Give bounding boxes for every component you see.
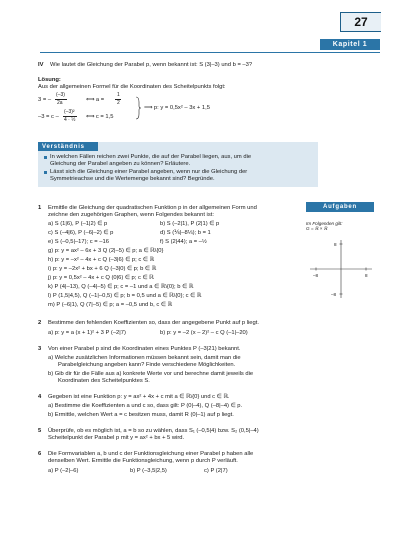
task1-item: a) S (1|6), P (–1|2) ∈ p [48,221,108,227]
loesung-text: Aus der allgemeinen Formel für die Koordinaten des Scheitelpunkts folgt: [38,84,226,90]
task1-number: 1 [38,205,42,211]
task3-number: 3 [38,346,42,352]
task5-line2: Scheitelpunkt der Parabel p mit y = ax² + bx + 5 wird. [48,435,185,441]
coordinate-axes [306,238,376,300]
task6-a: a) P (–2|–6) [48,468,79,474]
task2-a: a) p: y = a (x + 1)² + 3 P (–2|7) [48,330,126,336]
task1-item: m) P (–6|1), Q (7|–5) ∈ p; a = –0,5 und b, c ∈ ℝ [48,302,173,308]
task1-item: g) p: y = ax² – 6x + 3 Q (2|–5) ∈ p; a ∈ ℝ\{0} [48,248,164,254]
task4-number: 4 [38,394,42,400]
task1-item: c) S (–4|6), P (–6|–2) ∈ p [48,230,114,236]
eq1-res-den: 2 [117,100,120,106]
task1-item: h) p: y = –x² – 4x + c Q (–3|6) ∈ p; c ∈ ℝ [48,257,155,263]
eq2-right: ⟺ c = 1,5 [86,114,114,120]
task1-item-right: b) S (–2|1), P (2|1) ∈ p [160,221,220,227]
task1-item: l) P (1,5|4,5), Q (–1|–0,5) ∈ p; b = 0,5 und a ∈ ℝ\{0}; c ∈ ℝ [48,293,202,299]
task2-b: b) p: y = –2 (x – 2)² – c Q (–1|–20) [160,330,248,336]
header-rule [40,52,380,53]
task-iv-question: Wie lautet die Gleichung der Parabel p, wenn bekannt ist: S (3|–3) und b = –3? [50,62,253,68]
task2-text: Bestimme den fehlenden Koeffizienten so, dass der angegebene Punkt auf p liegt. [48,320,259,326]
ver-item2-line1: Lässt sich die Gleichung einer Parabel angeben, wenn nur die Gleichung der [50,169,248,175]
task6-line1: Die Formvariablen a, b und c der Funktionsgleichung einer Parabel p haben alle [48,451,254,457]
eq2-frac-num: (–3)² [64,109,75,115]
task1-item: i) p: y = –2x² + bx + 6 Q (–3|0) ∈ p; b ∈ ℝ [48,266,157,272]
task1-item: k) P (4|–13), Q (–4|–5) ∈ p; c = –1 und a ∈ ℝ\{0}; b ∈ ℝ [48,284,194,290]
eq1-res-num: 1 [117,92,120,98]
task2-number: 2 [38,320,42,326]
eq2-left: –3 = c – [38,114,59,120]
ver-item1-line2: Gleichung der Parabel angeben zu können? Erläutere. [50,161,191,167]
task1-item-right: f) S (2|44); a = –½ [160,239,207,245]
task3-a-line2: Parabelgleichung angeben kann? Finde verschiedene Möglichkeiten. [58,362,236,368]
bullet-square-icon [44,156,47,159]
bullet-square-icon [44,171,47,174]
eq1-frac-den: 2a [57,100,63,106]
hint-line1: Im Folgenden gilt: [306,221,343,226]
task1-item-right: d) S (⅙|–8⅓); b = 1 [160,230,211,236]
eq2-frac-den: 4 · ½ [64,117,76,123]
graph-tick-y8: 8 [334,242,337,247]
task6-line2: denselben Wert. Ermittle die Funktionsgleichung, wenn p durch P verläuft. [48,458,238,464]
task5-number: 5 [38,428,42,434]
task6-c: c) P (2|7) [204,468,228,474]
verstaendnis-heading: Verständnis [38,142,98,151]
task4-text: Gegeben ist eine Funktion p: y = ax² + 4x + c mit a ∈ ℝ\{0} und c ∈ ℝ. [48,394,230,400]
task4-a: a) Bestimme die Koeffizienten a und c so, dass gilt: P (0|–4), Q (–8|–4) ∈ p. [48,403,243,409]
eq-result: ⟹ p: y = 0,5x² – 3x + 1,5 [144,105,210,111]
task1-item: j) p: y = 0,5x² – 4x + c Q (0|6) ∈ p; c ∈ ℝ [48,275,154,281]
task1-intro-line2: zeichne den zugehörigen Graphen, wenn Folgendes bekannt ist: [48,212,214,218]
aufgaben-heading: Aufgaben [306,202,374,212]
task6-b: b) P (–3,5|2,5) [130,468,167,474]
graph-tick-x8: 8 [365,273,368,278]
task3-b-line2: Koordinaten des Scheitelpunktes S. [58,378,150,384]
loesung-heading: Lösung: [38,77,61,83]
task3-text: Von einer Parabel p sind die Koordinaten eines Punktes P (–3|21) bekannt. [48,346,241,352]
task1-item: e) S (–0,5|–17); c = –16 [48,239,109,245]
task1-intro-line1: Ermittle die Gleichung der quadratischen Funktion p in der allgemeinen Form und [48,205,257,211]
ver-item1-line1: In welchen Fällen reichen zwei Punkte, die auf der Parabel liegen, aus, um die [50,154,252,160]
task4-b: b) Ermittle, welchen Wert a = c besitzen muss, damit R (0|–1) auf p liegt. [48,412,234,418]
eq1-right: ⟺ a = [86,97,105,103]
graph-tick-yneg8: –8 [331,292,337,297]
hint-line2: G = ℝ × ℝ [306,226,328,231]
task5-line1: Überprüfe, ob es möglich ist, a = b so zu wählen, dass S₁ (–0,5|4) bzw. S₂ (0,5|–4) [48,428,259,434]
task6-number: 6 [38,451,42,457]
task-iv-number: IV [38,62,44,68]
ver-item2-line2: Symmetrieachse und die Wertemenge bekannt sind? Begründe. [50,176,215,182]
page-number: 27 [340,12,381,32]
task3-a-line1: a) Welche zusätzlichen Informationen müssen bekannt sein, damit man die [48,355,241,361]
eq-brace [135,96,141,120]
graph-tick-xneg8: –8 [313,273,319,278]
task3-b-line1: b) Gib dir für die Fälle aus a) konkrete Werte vor und berechne damit jeweils die [48,371,254,377]
eq1-frac-num: (–3) [56,92,65,98]
eq1-left: 3 = – [38,97,52,103]
chapter-label: Kapitel 1 [320,39,380,50]
